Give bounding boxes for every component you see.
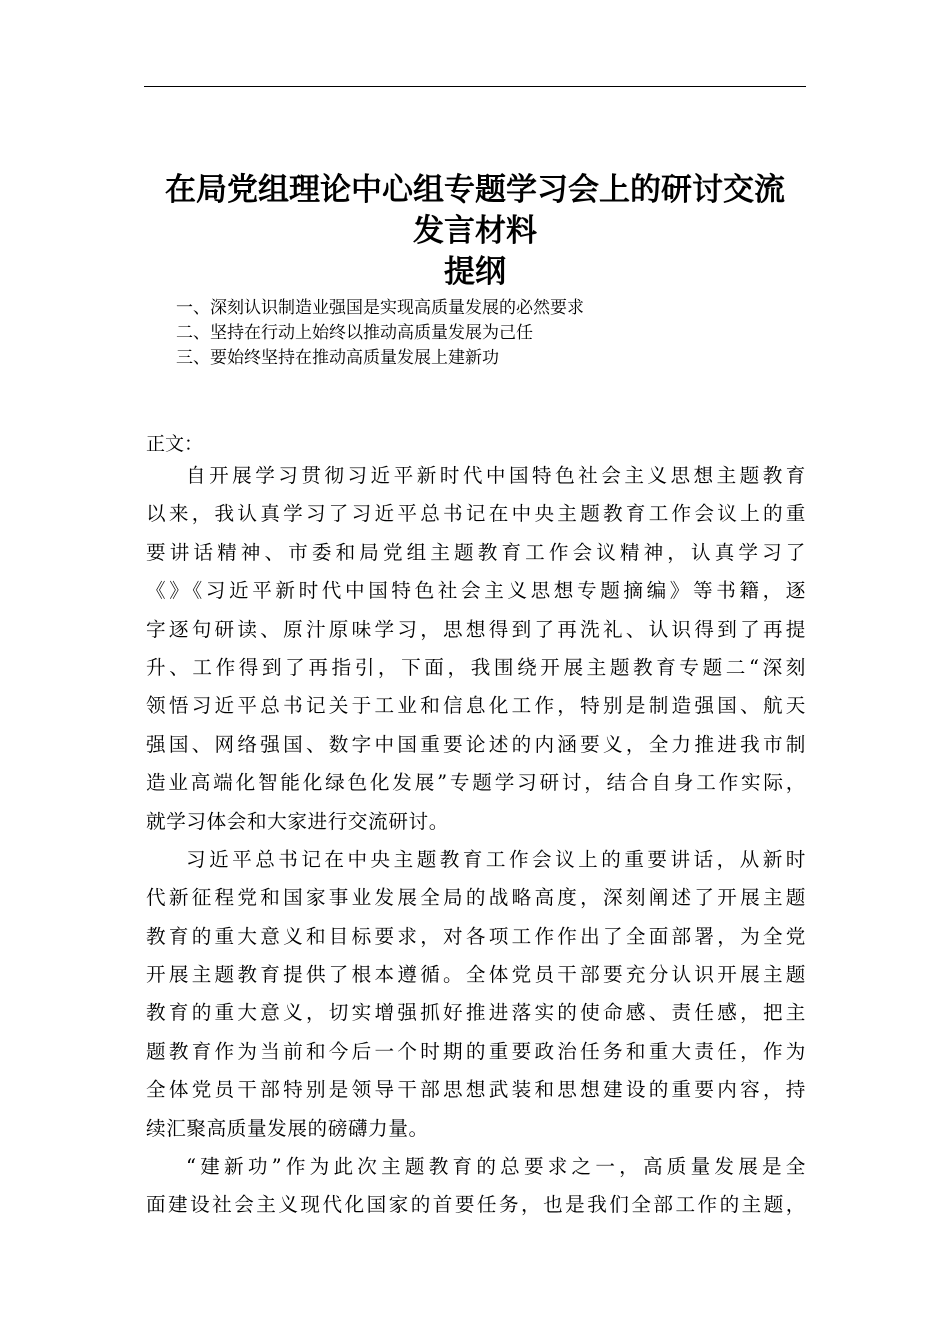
outline-item: 一、深刻认识制造业强国是实现高质量发展的必然要求 [176,298,584,318]
body-text [146,457,806,1225]
outline-heading: 提纲 [444,254,506,290]
document-title-line-1: 在局党组理论中心组专题学习会上的研讨交流 [165,172,785,208]
paragraph-line: 习近平总书记在中央主题教育工作会议上的重要讲话，从新时 [186,847,806,871]
paragraph-line: 就学习体会和大家进行交流研讨。 [146,809,449,833]
paragraph-line: 开展主题教育提供了根本遵循。全体党员干部要充分认识开展主题 [146,963,806,987]
outline-list [176,296,584,371]
outline-item: 三、要始终坚持在推动高质量发展上建新功 [176,348,499,368]
paragraph-line: 升、工作得到了再指引，下面，我围绕开展主题教育专题二“深刻 [146,655,806,679]
document-title-line-2: 发言材料 [413,213,537,249]
paragraph-line: 《》《习近平新时代中国特色社会主义思想专题摘编》等书籍，逐 [146,579,806,603]
paragraph-line: 造业高端化智能化绿色化发展”专题学习研讨，结合自身工作实际， [146,771,806,795]
paragraph-line: 教育的重大意义和目标要求，对各项工作作出了全面部署，为全党 [146,924,806,948]
paragraph-line: 教育的重大意义，切实增强抓好推进落实的使命感、责任感，把主 [146,1001,806,1025]
paragraph-line: 续汇聚高质量发展的磅礴力量。 [146,1116,429,1140]
paragraph-line: 面建设社会主义现代化国家的首要任务，也是我们全部工作的主题， [146,1193,806,1217]
paragraph-line: 自开展学习贯彻习近平新时代中国特色社会主义思想主题教育 [186,464,806,487]
paragraph-line: 以来，我认真学习了习近平总书记在中央主题教育工作会议上的重 [146,502,806,526]
header-rule [144,86,806,87]
paragraph-line: 强国、网络强国、数字中国重要论述的内涵要义，全力推进我市制 [146,732,806,756]
paragraph-line: 要讲话精神、市委和局党组主题教育工作会议精神，认真学习了 [146,540,806,564]
paragraph-line: 全体党员干部特别是领导干部思想武装和思想建设的重要内容，持 [146,1078,806,1102]
paragraph-line: 领悟习近平总书记关于工业和信息化工作，特别是制造强国、航天 [146,694,806,718]
paragraph-line: 题教育作为当前和今后一个时期的重要政治任务和重大责任，作为 [146,1039,806,1063]
paragraph-line: “建新功”作为此次主题教育的总要求之一，高质量发展是全 [186,1155,806,1179]
body-label: 正文： [146,433,204,455]
outline-item: 二、坚持在行动上始终以推动高质量发展为己任 [176,323,533,343]
paragraph-line: 代新征程党和国家事业发展全局的战略高度，深刻阐述了开展主题 [146,886,806,910]
paragraph-line: 字逐句研读、原汁原味学习，思想得到了再洗礼、认识得到了再提 [146,617,806,641]
